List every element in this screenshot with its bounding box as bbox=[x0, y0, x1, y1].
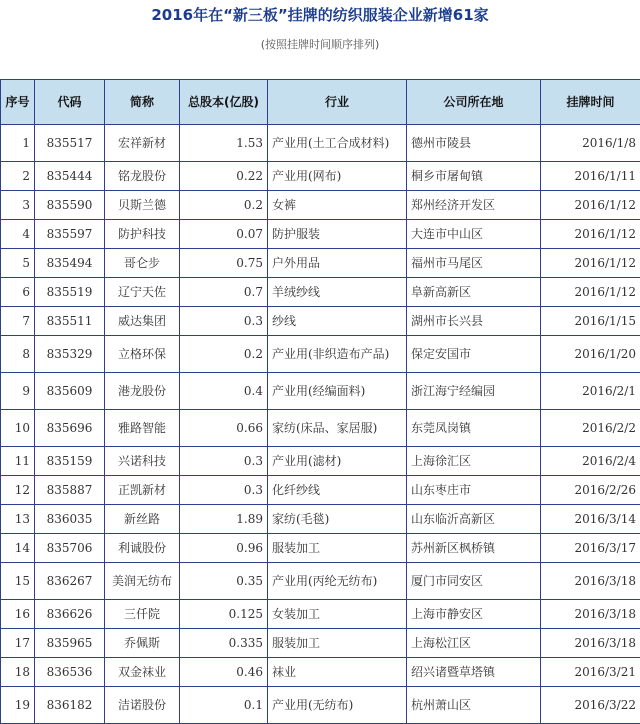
cell-capital: 0.96 bbox=[180, 534, 268, 563]
cell-seq: 5 bbox=[1, 249, 35, 278]
cell-industry: 防护服装 bbox=[268, 220, 407, 249]
cell-industry: 羊绒纱线 bbox=[268, 278, 407, 307]
cell-industry: 服装加工 bbox=[268, 534, 407, 563]
table-row bbox=[1, 191, 640, 220]
cell-name: 威达集团 bbox=[105, 307, 180, 336]
table-row bbox=[1, 220, 640, 249]
cell-seq: 6 bbox=[1, 278, 35, 307]
cell-code: 835590 bbox=[35, 191, 105, 220]
cell-location: 杭州萧山区 bbox=[407, 687, 541, 724]
cell-code: 835517 bbox=[35, 125, 105, 162]
cell-code: 835597 bbox=[35, 220, 105, 249]
cell-name: 兴诺科技 bbox=[105, 447, 180, 476]
cell-name: 新丝路 bbox=[105, 505, 180, 534]
cell-capital: 0.3 bbox=[180, 476, 268, 505]
cell-capital: 1.53 bbox=[180, 125, 268, 162]
cell-name: 防护科技 bbox=[105, 220, 180, 249]
cell-location: 厦门市同安区 bbox=[407, 563, 541, 600]
cell-location: 浙江海宁经编园 bbox=[407, 373, 541, 410]
cell-capital: 0.125 bbox=[180, 600, 268, 629]
table-row bbox=[1, 505, 640, 534]
cell-code: 836035 bbox=[35, 505, 105, 534]
cell-industry: 产业用(无纺布) bbox=[268, 687, 407, 724]
cell-industry: 产业用(经编面料) bbox=[268, 373, 407, 410]
cell-industry: 家纺(床品、家居服) bbox=[268, 410, 407, 447]
cell-location: 大连市中山区 bbox=[407, 220, 541, 249]
cell-name: 三仟院 bbox=[105, 600, 180, 629]
table-row bbox=[1, 658, 640, 687]
header-name: 简称 bbox=[105, 80, 180, 125]
cell-capital: 0.2 bbox=[180, 191, 268, 220]
cell-date: 2016/1/8 bbox=[541, 125, 640, 162]
cell-name: 港龙股份 bbox=[105, 373, 180, 410]
cell-code: 835329 bbox=[35, 336, 105, 373]
cell-seq: 7 bbox=[1, 307, 35, 336]
cell-capital: 1.89 bbox=[180, 505, 268, 534]
cell-name: 双金袜业 bbox=[105, 658, 180, 687]
table-row bbox=[1, 278, 640, 307]
page-title: 2016年在“新三板”挂牌的纺织服装企业新增61家 bbox=[0, 4, 640, 25]
cell-date: 2016/1/12 bbox=[541, 191, 640, 220]
cell-name: 铭龙股份 bbox=[105, 162, 180, 191]
header-location: 公司所在地 bbox=[407, 80, 541, 125]
cell-code: 836626 bbox=[35, 600, 105, 629]
cell-capital: 0.1 bbox=[180, 687, 268, 724]
cell-seq: 8 bbox=[1, 336, 35, 373]
cell-code: 835444 bbox=[35, 162, 105, 191]
header-industry: 行业 bbox=[268, 80, 407, 125]
table-row bbox=[1, 534, 640, 563]
cell-location: 湖州市长兴县 bbox=[407, 307, 541, 336]
cell-location: 上海徐汇区 bbox=[407, 447, 541, 476]
cell-location: 绍兴诸暨草塔镇 bbox=[407, 658, 541, 687]
cell-seq: 13 bbox=[1, 505, 35, 534]
table-header-row bbox=[1, 80, 640, 125]
cell-name: 宏祥新材 bbox=[105, 125, 180, 162]
cell-code: 835887 bbox=[35, 476, 105, 505]
cell-name: 立格环保 bbox=[105, 336, 180, 373]
cell-seq: 4 bbox=[1, 220, 35, 249]
table-row bbox=[1, 249, 640, 278]
cell-capital: 0.35 bbox=[180, 563, 268, 600]
cell-code: 835965 bbox=[35, 629, 105, 658]
cell-date: 2016/1/12 bbox=[541, 278, 640, 307]
cell-location: 苏州新区枫桥镇 bbox=[407, 534, 541, 563]
cell-industry: 女装加工 bbox=[268, 600, 407, 629]
cell-location: 德州市陵县 bbox=[407, 125, 541, 162]
cell-industry: 女裤 bbox=[268, 191, 407, 220]
cell-date: 2016/1/20 bbox=[541, 336, 640, 373]
cell-name: 辽宁天佐 bbox=[105, 278, 180, 307]
cell-seq: 11 bbox=[1, 447, 35, 476]
header-seq: 序号 bbox=[1, 80, 35, 125]
cell-code: 835511 bbox=[35, 307, 105, 336]
cell-industry: 袜业 bbox=[268, 658, 407, 687]
cell-location: 保定安国市 bbox=[407, 336, 541, 373]
cell-date: 2016/3/22 bbox=[541, 687, 640, 724]
cell-code: 836267 bbox=[35, 563, 105, 600]
table-row bbox=[1, 600, 640, 629]
cell-capital: 0.3 bbox=[180, 447, 268, 476]
header-capital: 总股本(亿股) bbox=[180, 80, 268, 125]
cell-date: 2016/3/14 bbox=[541, 505, 640, 534]
cell-code: 835519 bbox=[35, 278, 105, 307]
cell-seq: 3 bbox=[1, 191, 35, 220]
cell-date: 2016/1/12 bbox=[541, 220, 640, 249]
cell-name: 哥仑步 bbox=[105, 249, 180, 278]
cell-seq: 14 bbox=[1, 534, 35, 563]
cell-seq: 16 bbox=[1, 600, 35, 629]
cell-location: 山东枣庄市 bbox=[407, 476, 541, 505]
cell-industry: 产业用(网布) bbox=[268, 162, 407, 191]
table-body bbox=[1, 125, 640, 724]
cell-seq: 17 bbox=[1, 629, 35, 658]
cell-capital: 0.4 bbox=[180, 373, 268, 410]
cell-location: 上海市静安区 bbox=[407, 600, 541, 629]
cell-industry: 家纺(毛毯) bbox=[268, 505, 407, 534]
cell-industry: 产业用(非织造布产品) bbox=[268, 336, 407, 373]
cell-capital: 0.7 bbox=[180, 278, 268, 307]
cell-location: 阜新高新区 bbox=[407, 278, 541, 307]
cell-date: 2016/3/18 bbox=[541, 629, 640, 658]
cell-date: 2016/2/1 bbox=[541, 373, 640, 410]
cell-name: 美润无纺布 bbox=[105, 563, 180, 600]
cell-date: 2016/1/11 bbox=[541, 162, 640, 191]
cell-name: 洁诺股份 bbox=[105, 687, 180, 724]
header-date: 挂牌时间 bbox=[541, 80, 640, 125]
cell-location: 山东临沂高新区 bbox=[407, 505, 541, 534]
table-row bbox=[1, 476, 640, 505]
page-subtitle: (按照挂牌时间顺序排列) bbox=[0, 36, 640, 52]
cell-date: 2016/3/17 bbox=[541, 534, 640, 563]
cell-seq: 9 bbox=[1, 373, 35, 410]
header-code: 代码 bbox=[35, 80, 105, 125]
cell-location: 郑州经济开发区 bbox=[407, 191, 541, 220]
cell-location: 福州市马尾区 bbox=[407, 249, 541, 278]
table-row bbox=[1, 162, 640, 191]
cell-capital: 0.22 bbox=[180, 162, 268, 191]
cell-capital: 0.75 bbox=[180, 249, 268, 278]
cell-date: 2016/1/12 bbox=[541, 249, 640, 278]
table-row bbox=[1, 125, 640, 162]
cell-location: 桐乡市屠甸镇 bbox=[407, 162, 541, 191]
cell-seq: 18 bbox=[1, 658, 35, 687]
cell-industry: 产业用(土工合成材料) bbox=[268, 125, 407, 162]
table-row bbox=[1, 410, 640, 447]
cell-seq: 15 bbox=[1, 563, 35, 600]
cell-industry: 纱线 bbox=[268, 307, 407, 336]
cell-location: 上海松江区 bbox=[407, 629, 541, 658]
cell-name: 正凯新材 bbox=[105, 476, 180, 505]
cell-code: 835494 bbox=[35, 249, 105, 278]
cell-date: 2016/1/15 bbox=[541, 307, 640, 336]
cell-code: 836182 bbox=[35, 687, 105, 724]
cell-seq: 19 bbox=[1, 687, 35, 724]
cell-seq: 1 bbox=[1, 125, 35, 162]
cell-date: 2016/2/2 bbox=[541, 410, 640, 447]
table-row bbox=[1, 687, 640, 724]
cell-code: 835706 bbox=[35, 534, 105, 563]
cell-industry: 服装加工 bbox=[268, 629, 407, 658]
cell-seq: 10 bbox=[1, 410, 35, 447]
cell-capital: 0.66 bbox=[180, 410, 268, 447]
cell-date: 2016/3/21 bbox=[541, 658, 640, 687]
table-row bbox=[1, 629, 640, 658]
table-row bbox=[1, 447, 640, 476]
cell-capital: 0.2 bbox=[180, 336, 268, 373]
cell-industry: 化纤纱线 bbox=[268, 476, 407, 505]
cell-capital: 0.335 bbox=[180, 629, 268, 658]
cell-seq: 12 bbox=[1, 476, 35, 505]
cell-date: 2016/2/26 bbox=[541, 476, 640, 505]
cell-industry: 产业用(滤材) bbox=[268, 447, 407, 476]
cell-location: 东莞凤岗镇 bbox=[407, 410, 541, 447]
table-row bbox=[1, 336, 640, 373]
cell-name: 雅路智能 bbox=[105, 410, 180, 447]
cell-capital: 0.3 bbox=[180, 307, 268, 336]
table-row bbox=[1, 373, 640, 410]
cell-name: 利诚股份 bbox=[105, 534, 180, 563]
cell-name: 乔佩斯 bbox=[105, 629, 180, 658]
cell-code: 835159 bbox=[35, 447, 105, 476]
cell-date: 2016/3/18 bbox=[541, 563, 640, 600]
table-row bbox=[1, 563, 640, 600]
cell-name: 贝斯兰德 bbox=[105, 191, 180, 220]
companies-table bbox=[0, 79, 640, 724]
cell-date: 2016/2/4 bbox=[541, 447, 640, 476]
cell-code: 835609 bbox=[35, 373, 105, 410]
cell-date: 2016/3/18 bbox=[541, 600, 640, 629]
cell-code: 836536 bbox=[35, 658, 105, 687]
cell-industry: 户外用品 bbox=[268, 249, 407, 278]
table-row bbox=[1, 307, 640, 336]
cell-seq: 2 bbox=[1, 162, 35, 191]
cell-code: 835696 bbox=[35, 410, 105, 447]
cell-industry: 产业用(丙纶无纺布) bbox=[268, 563, 407, 600]
cell-capital: 0.07 bbox=[180, 220, 268, 249]
cell-capital: 0.46 bbox=[180, 658, 268, 687]
